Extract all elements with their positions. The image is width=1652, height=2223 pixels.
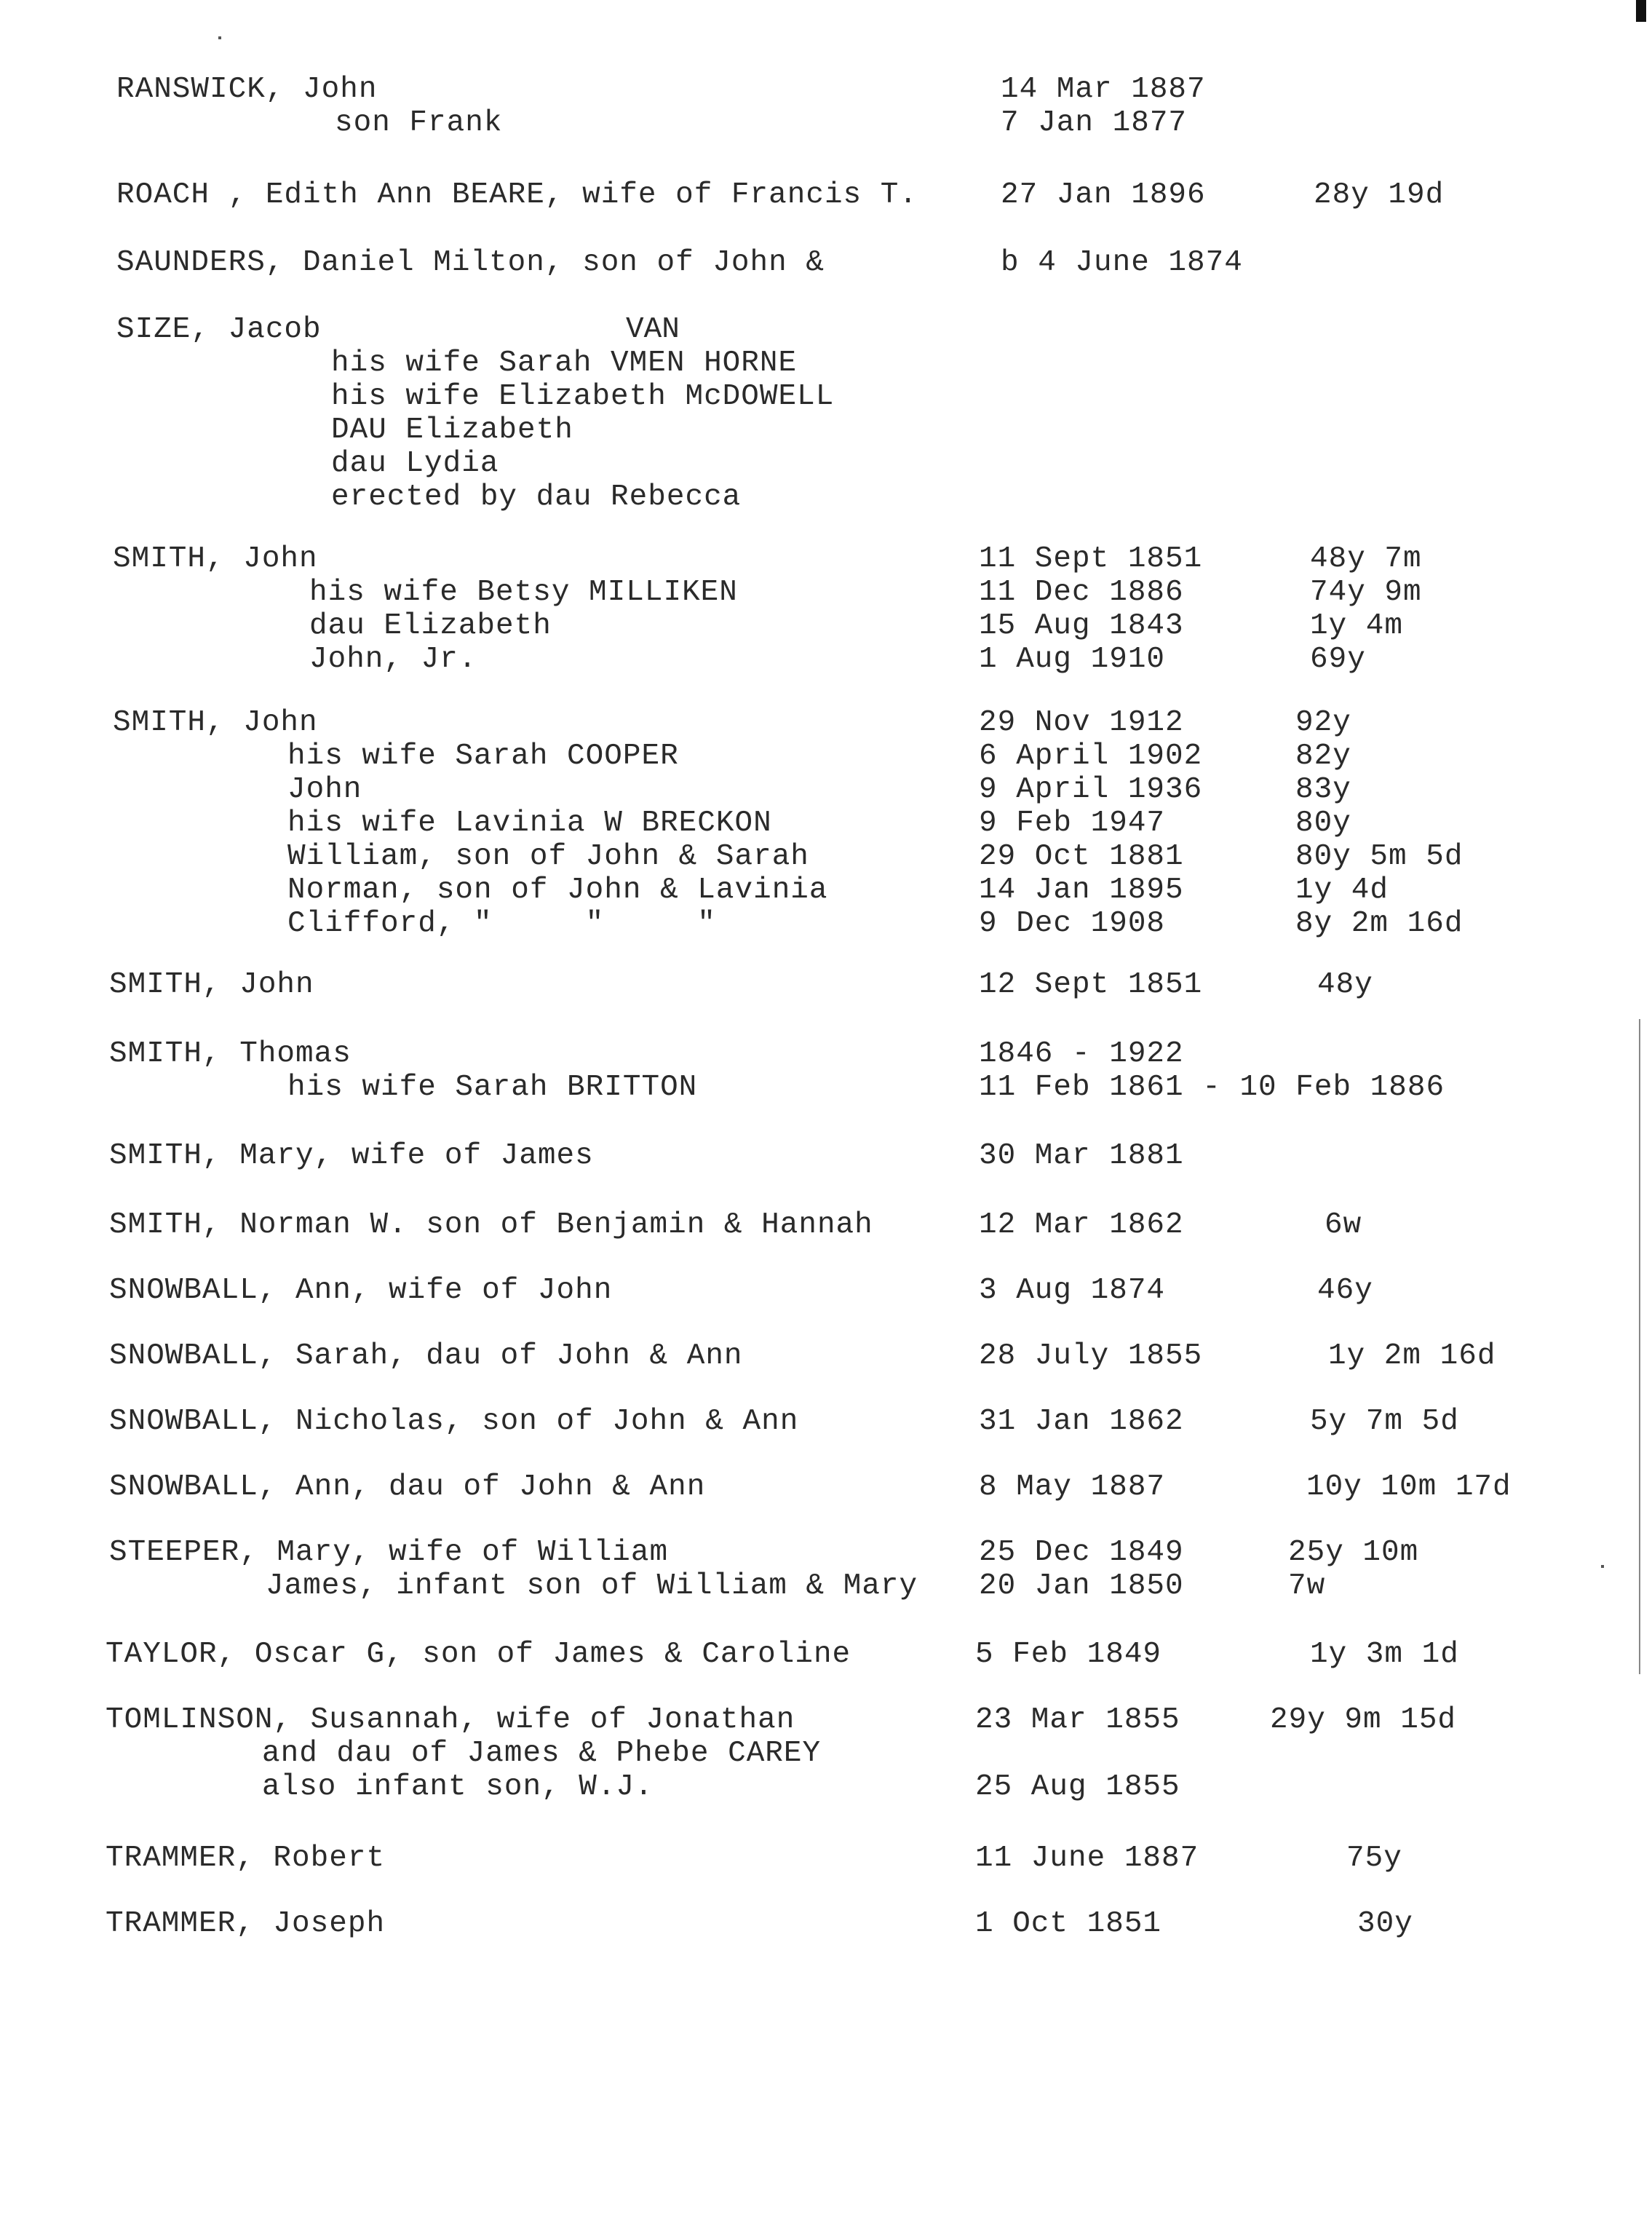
entry-name: TRAMMER, Robert (106, 1842, 386, 1875)
entry-age: 1y 3m 1d (1310, 1638, 1459, 1671)
entry-line-family-member (0, 643, 1652, 676)
entry-name: STEEPER, Mary, wife of William (109, 1536, 669, 1569)
entry-name: James, infant son of William & Mary (266, 1569, 918, 1603)
entry-name: his wife Betsy MILLIKEN (309, 576, 738, 609)
entry-date: 1 Oct 1851 (975, 1907, 1162, 1941)
entry-name: Clifford, " " " (287, 907, 716, 940)
entry-line-primary (0, 1907, 1652, 1941)
entry-date: 8 May 1887 (979, 1470, 1166, 1504)
entry-line-family-member (0, 1737, 1652, 1770)
entry-age: 8y 2m 16d (1295, 907, 1464, 940)
entry-name: his wife Elizabeth McDOWELL (331, 380, 835, 413)
entry-date: 1846 - 1922 (979, 1037, 1184, 1071)
entry-age: 46y (1317, 1274, 1373, 1307)
entry-age: 80y 5m 5d (1295, 840, 1464, 873)
entry-date: 6 April 1902 (979, 740, 1203, 773)
entry-name: TOMLINSON, Susannah, wife of Jonathan (106, 1703, 795, 1737)
entry-date: 14 Mar 1887 (1001, 73, 1206, 106)
entry-name: RANSWICK, John (116, 73, 378, 106)
entry-line-primary (0, 313, 1652, 346)
entry-line-primary (0, 706, 1652, 740)
entry-line-primary (0, 1470, 1652, 1504)
entry-name: TRAMMER, Joseph (106, 1907, 386, 1941)
burial-entry (0, 1139, 1652, 1173)
entry-date: 1 Aug 1910 (979, 643, 1166, 676)
entry-line-primary (0, 1139, 1652, 1173)
entry-line-primary (0, 73, 1652, 106)
entry-age: 74y 9m (1310, 576, 1422, 609)
entry-line-family-member (0, 609, 1652, 643)
entry-line-family-member (0, 413, 1652, 447)
entry-name: SAUNDERS, Daniel Milton, son of John & (116, 246, 825, 280)
entry-line-primary (0, 1037, 1652, 1071)
entry-date: 11 June 1887 (975, 1842, 1199, 1875)
entry-name: son Frank (335, 106, 503, 140)
burial-entry (0, 178, 1652, 212)
entry-age: 92y (1295, 706, 1351, 740)
entry-name: SMITH, John (113, 542, 318, 576)
entry-line-family-member (0, 380, 1652, 413)
entry-line-family-member (0, 807, 1652, 840)
entry-line-primary (0, 1339, 1652, 1373)
entry-line-family-member (0, 480, 1652, 514)
entry-date: 25 Aug 1855 (975, 1770, 1180, 1804)
entry-age: 83y (1295, 773, 1351, 807)
entry-date: 14 Jan 1895 (979, 873, 1184, 907)
entry-line-primary (0, 1274, 1652, 1307)
entry-name: TAYLOR, Oscar G, son of James & Caroline (106, 1638, 851, 1671)
entry-name: dau Lydia (331, 447, 499, 480)
entry-date: 11 Sept 1851 (979, 542, 1203, 576)
entry-name: SMITH, Norman W. son of Benjamin & Hannah (109, 1208, 873, 1242)
entry-line-primary (0, 1536, 1652, 1569)
entry-date: 12 Sept 1851 (979, 968, 1203, 1002)
entry-date: 31 Jan 1862 (979, 1405, 1184, 1438)
entry-date: 11 Feb 1861 - 10 Feb 1886 (979, 1071, 1445, 1104)
entry-line-family-member (0, 773, 1652, 807)
entry-age: 80y (1295, 807, 1351, 840)
burial-entry (0, 1703, 1652, 1804)
burial-entry (0, 1339, 1652, 1373)
burial-entry (0, 542, 1652, 676)
handwritten-correction: VAN (626, 313, 680, 346)
entry-name: William, son of John & Sarah (287, 840, 809, 873)
entry-age: 69y (1310, 643, 1366, 676)
burial-entry (0, 1405, 1652, 1438)
entry-name: DAU Elizabeth (331, 413, 573, 447)
entry-date: 12 Mar 1862 (979, 1208, 1184, 1242)
burial-entry (0, 73, 1652, 140)
entry-name: and dau of James & Phebe CAREY (262, 1737, 822, 1770)
entry-age: 48y (1317, 968, 1373, 1002)
entry-date: b 4 June 1874 (1001, 246, 1243, 280)
scan-edge-mark (1636, 0, 1646, 22)
entry-date: 9 April 1936 (979, 773, 1203, 807)
entry-date: 28 July 1855 (979, 1339, 1203, 1373)
entry-line-primary (0, 1842, 1652, 1875)
entry-age: 48y 7m (1310, 542, 1422, 576)
burial-entry (0, 968, 1652, 1002)
entry-name: John, Jr. (309, 643, 477, 676)
entry-date: 5 Feb 1849 (975, 1638, 1162, 1671)
entry-name: SNOWBALL, Nicholas, son of John & Ann (109, 1405, 799, 1438)
entry-name: ROACH , Edith Ann BEARE, wife of Francis T. (116, 178, 918, 212)
entry-name: SNOWBALL, Ann, dau of John & Ann (109, 1470, 706, 1504)
burial-entry (0, 313, 1652, 514)
burial-entry (0, 1907, 1652, 1941)
entry-line-family-member (0, 106, 1652, 140)
burial-entry (0, 1638, 1652, 1671)
entry-line-primary (0, 968, 1652, 1002)
burial-entry (0, 1470, 1652, 1504)
burial-entry (0, 1842, 1652, 1875)
entry-line-family-member (0, 576, 1652, 609)
entry-name: SMITH, Thomas (109, 1037, 352, 1071)
entry-age: 25y 10m (1288, 1536, 1419, 1569)
entry-age: 5y 7m 5d (1310, 1405, 1459, 1438)
entry-age: 7w (1288, 1569, 1326, 1603)
entry-line-family-member (0, 1071, 1652, 1104)
burial-entry (0, 246, 1652, 280)
burial-entry (0, 1536, 1652, 1603)
entry-age: 6w (1325, 1208, 1362, 1242)
entry-age: 10y 10m 17d (1306, 1470, 1512, 1504)
entry-age: 75y (1346, 1842, 1402, 1875)
burial-entry (0, 1208, 1652, 1242)
entry-line-primary (0, 246, 1652, 280)
entry-line-family-member (0, 907, 1652, 940)
entry-line-primary (0, 542, 1652, 576)
entry-name: his wife Sarah COOPER (287, 740, 679, 773)
entry-name: John (287, 773, 362, 807)
burial-entry (0, 706, 1652, 940)
burial-entry (0, 1037, 1652, 1104)
entry-name: SMITH, John (109, 968, 314, 1002)
entry-date: 11 Dec 1886 (979, 576, 1184, 609)
entry-line-family-member (0, 1770, 1652, 1804)
entry-date: 7 Jan 1877 (1001, 106, 1188, 140)
entry-name: SMITH, Mary, wife of James (109, 1139, 594, 1173)
entry-age: 82y (1295, 740, 1351, 773)
entry-date: 23 Mar 1855 (975, 1703, 1180, 1737)
entry-line-primary (0, 1638, 1652, 1671)
entry-date: 29 Oct 1881 (979, 840, 1184, 873)
entry-name: his wife Lavinia W BRECKON (287, 807, 772, 840)
scan-speck (218, 36, 221, 39)
entry-date: 9 Feb 1947 (979, 807, 1166, 840)
entry-date: 9 Dec 1908 (979, 907, 1166, 940)
entry-date: 15 Aug 1843 (979, 609, 1184, 643)
entry-line-primary (0, 1208, 1652, 1242)
entry-name: SMITH, John (113, 706, 318, 740)
entry-line-primary (0, 178, 1652, 212)
entry-name: his wife Sarah BRITTON (287, 1071, 698, 1104)
entry-age: 1y 4d (1295, 873, 1389, 907)
burial-entry (0, 1274, 1652, 1307)
entry-date: 29 Nov 1912 (979, 706, 1184, 740)
entry-age: 28y 19d (1314, 178, 1445, 212)
entry-name: SIZE, Jacob (116, 313, 322, 346)
entry-line-family-member (0, 447, 1652, 480)
entry-age: 30y (1357, 1907, 1413, 1941)
entry-line-primary (0, 1405, 1652, 1438)
entry-name: SNOWBALL, Sarah, dau of John & Ann (109, 1339, 743, 1373)
entry-date: 20 Jan 1850 (979, 1569, 1184, 1603)
entry-name: his wife Sarah VMEN HORNE (331, 346, 798, 380)
entry-age: 1y 4m (1310, 609, 1404, 643)
entry-name: also infant son, W.J. (262, 1770, 654, 1804)
entry-line-family-member (0, 740, 1652, 773)
entry-line-family-member (0, 346, 1652, 380)
entry-age: 1y 2m 16d (1328, 1339, 1496, 1373)
entry-age: 29y 9m 15d (1270, 1703, 1457, 1737)
entry-date: 25 Dec 1849 (979, 1536, 1184, 1569)
entry-line-family-member (0, 1569, 1652, 1603)
entry-name: dau Elizabeth (309, 609, 552, 643)
entry-date: 27 Jan 1896 (1001, 178, 1206, 212)
entry-line-family-member (0, 873, 1652, 907)
entry-name: SNOWBALL, Ann, wife of John (109, 1274, 613, 1307)
entry-name: Norman, son of John & Lavinia (287, 873, 828, 907)
entry-line-primary (0, 1703, 1652, 1737)
entry-date: 30 Mar 1881 (979, 1139, 1184, 1173)
entry-name: erected by dau Rebecca (331, 480, 742, 514)
entry-date: 3 Aug 1874 (979, 1274, 1166, 1307)
entry-line-family-member (0, 840, 1652, 873)
